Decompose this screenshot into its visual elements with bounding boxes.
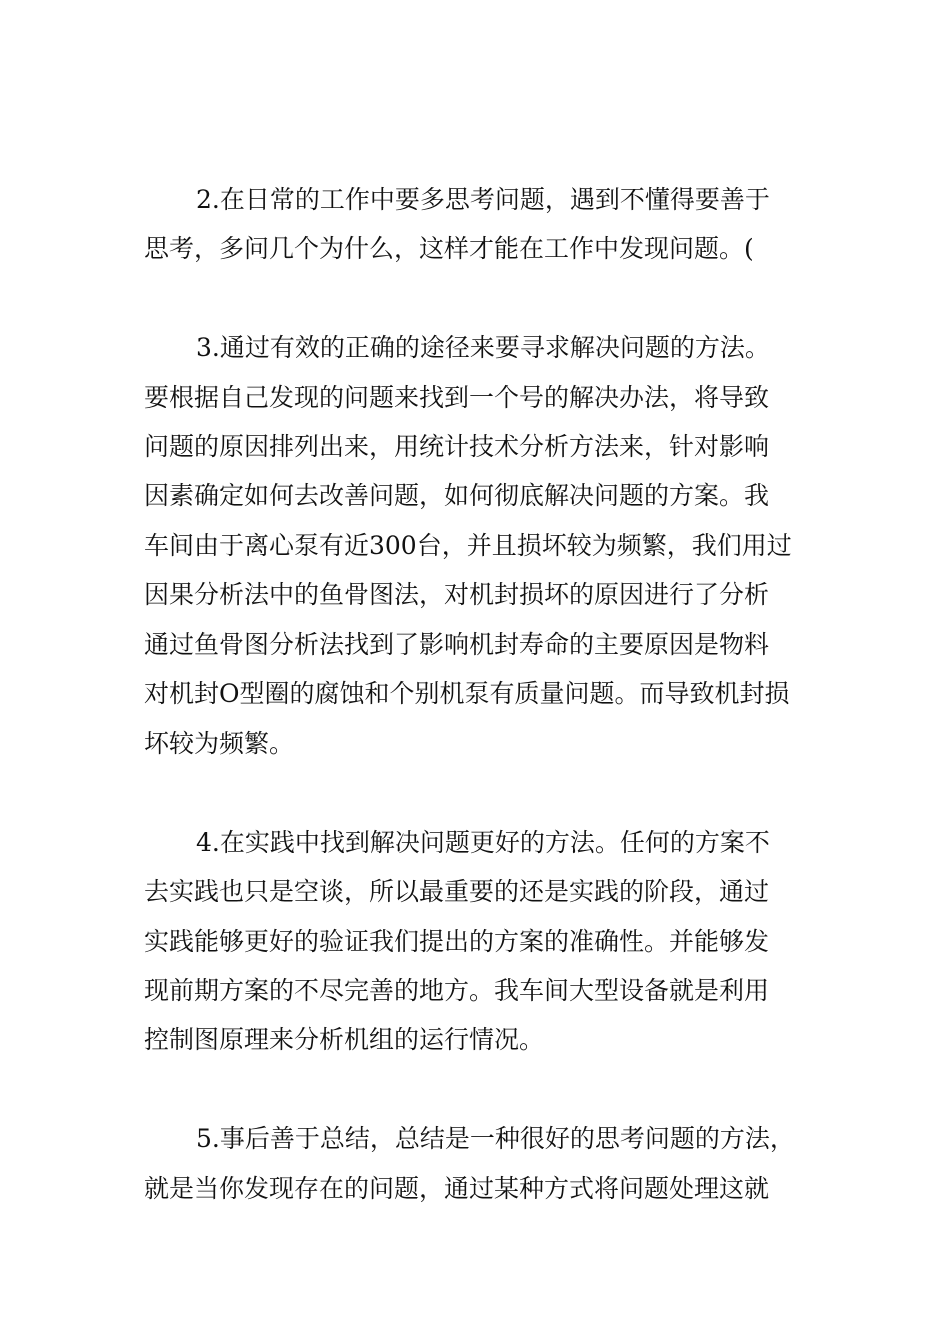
paragraph-line: 实践能够更好的验证我们提出的方案的准确性。并能够发 — [144, 927, 770, 956]
paragraph-line: 现前期方案的不尽完善的地方。我车间大型设备就是利用 — [144, 976, 770, 1005]
paragraph-line: 控制图原理来分析机组的运行情况。 — [144, 1025, 545, 1054]
paragraph-line: 对机封O型圈的腐蚀和个别机泵有质量问题。而导致机封损 — [144, 679, 790, 708]
paragraph-line: 就是当你发现存在的问题，通过某种方式将问题处理这就 — [144, 1174, 770, 1203]
paragraph-line: 因果分析法中的鱼骨图法，对机封损坏的原因进行了分析 — [144, 580, 770, 609]
paragraph-line: 思考，多问几个为什么，这样才能在工作中发现问题。( — [144, 234, 754, 263]
paragraph-line: 要根据自己发现的问题来找到一个号的解决办法，将导致 — [144, 383, 770, 412]
paragraph-line: 车间由于离心泵有近300台，并且损坏较为频繁，我们用过 — [144, 531, 792, 560]
paragraph-line: 问题的原因排列出来，用统计技术分析方法来，针对影响 — [144, 432, 770, 461]
paragraph-line: 5.事后善于总结，总结是一种很好的思考问题的方法， — [196, 1124, 795, 1153]
paragraph-line: 去实践也只是空谈，所以最重要的还是实践的阶段，通过 — [144, 877, 770, 906]
paragraph-line: 4.在实践中找到解决问题更好的方法。任何的方案不 — [196, 828, 770, 857]
paragraph-line: 2.在日常的工作中要多思考问题，遇到不懂得要善于 — [196, 185, 770, 214]
paragraph-line: 3.通过有效的正确的途径来要寻求解决问题的方法。 — [196, 333, 770, 362]
paragraph-line: 通过鱼骨图分析法找到了影响机封寿命的主要原因是物料 — [144, 630, 770, 659]
paragraph-line: 坏较为频繁。 — [144, 729, 295, 758]
paragraph-line: 因素确定如何去改善问题，如何彻底解决问题的方案。我 — [144, 481, 770, 510]
